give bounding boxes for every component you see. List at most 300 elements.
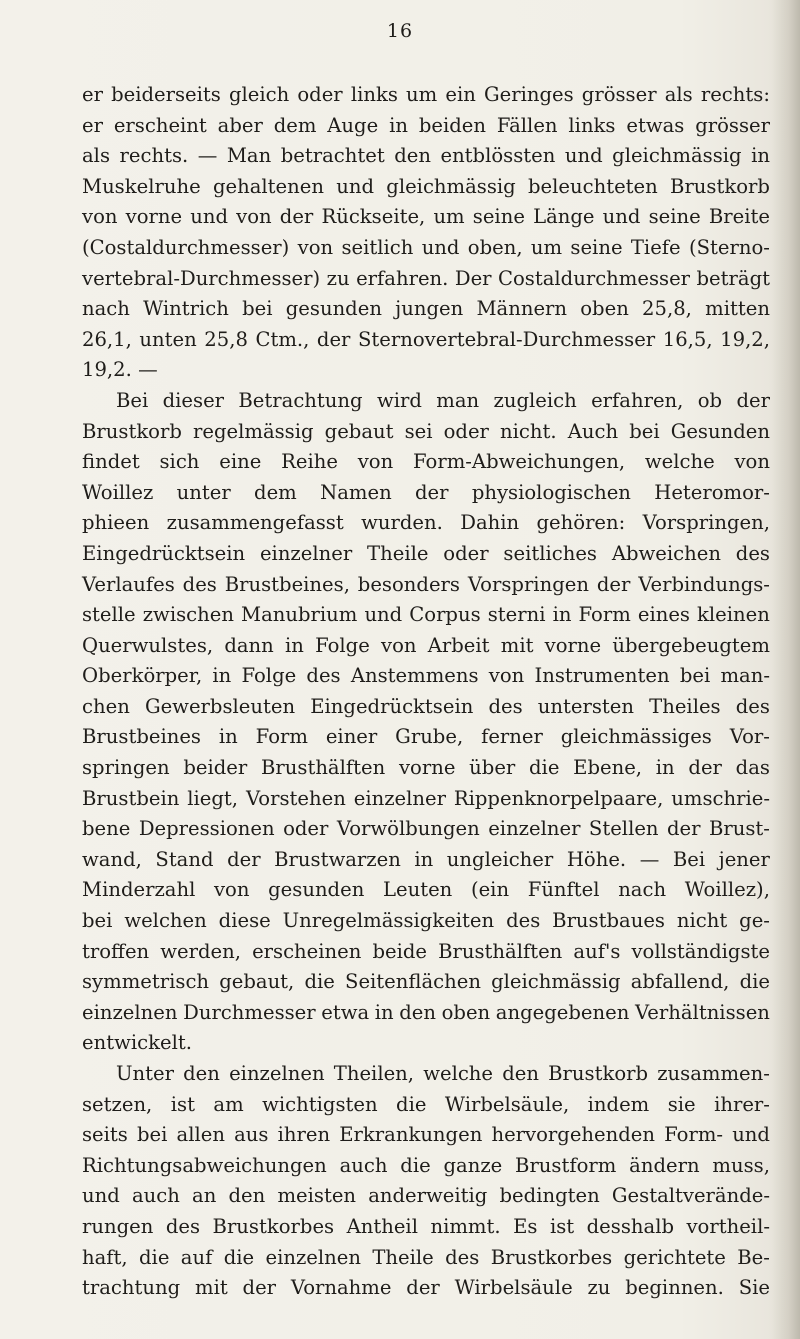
word: zu	[326, 266, 350, 290]
word: Brustbein	[82, 786, 180, 810]
word: auch	[339, 1153, 388, 1177]
word: Brustkorbes	[212, 1214, 335, 1238]
text-line	[82, 814, 770, 845]
word: sterni	[487, 603, 546, 627]
word: in	[285, 633, 304, 657]
word: die	[139, 1245, 170, 1269]
word: seine	[570, 235, 623, 259]
word: nicht.	[500, 419, 557, 443]
word: gesunden	[285, 297, 382, 321]
word: jener	[718, 847, 770, 871]
word: mit	[194, 1276, 228, 1300]
word: gebaut,	[219, 970, 295, 994]
word: dann	[224, 633, 274, 657]
text-line	[82, 722, 770, 753]
word: entblössten	[440, 144, 556, 168]
word: Vor-	[729, 725, 770, 749]
text-line	[82, 692, 770, 723]
word: 16,5,	[662, 327, 713, 351]
word: mitten	[705, 297, 770, 321]
word: wichtigsten	[262, 1092, 378, 1116]
word: anderweitig	[368, 1184, 488, 1208]
word: Woillez	[82, 480, 154, 504]
word: erfahren.	[356, 266, 449, 290]
word: trachtung	[82, 1276, 181, 1300]
word: die	[396, 1092, 427, 1116]
word: und	[421, 235, 460, 259]
word: betrachtet	[280, 144, 385, 168]
word: mit	[500, 633, 534, 657]
word: chen	[82, 694, 130, 718]
word: als	[664, 83, 693, 106]
word: Woillez),	[684, 878, 770, 902]
word: (Sterno-	[688, 235, 770, 259]
word: —	[197, 144, 218, 168]
word: der	[667, 817, 701, 841]
word: diese	[218, 909, 271, 933]
word: der	[415, 480, 449, 504]
word: aus	[234, 1123, 269, 1147]
word: Wirbelsäule	[454, 1276, 573, 1300]
text-line	[82, 80, 770, 111]
word: Der	[454, 266, 492, 290]
word: Eingedrücktsein	[82, 541, 246, 565]
word: in	[212, 664, 232, 688]
word: seine	[648, 205, 701, 229]
word: des	[165, 1214, 201, 1238]
word: physiologischen	[471, 480, 631, 504]
word: Verlaufes	[82, 572, 175, 596]
word: gleichmässiges	[560, 725, 712, 749]
word: um	[406, 83, 438, 106]
word: der	[406, 1276, 440, 1300]
text-line	[82, 1212, 770, 1243]
word: von	[357, 450, 394, 474]
word: findet	[82, 450, 140, 474]
word: er	[82, 83, 103, 106]
word: zu	[587, 1276, 611, 1300]
word: links	[350, 83, 398, 106]
word: des	[306, 664, 341, 688]
word: über	[469, 756, 516, 780]
word: Sternovertebral-Durchmesser	[357, 327, 656, 351]
text-line	[82, 1120, 770, 1151]
text-line	[82, 906, 770, 937]
word: Heteromor-	[654, 480, 770, 504]
word: Depressionen	[138, 817, 275, 841]
word: sich	[159, 450, 200, 474]
text-line	[82, 1151, 770, 1182]
word: grösser	[581, 83, 657, 106]
word: Stand	[155, 847, 214, 871]
word: und	[190, 205, 229, 229]
text-line	[82, 111, 770, 142]
text-line	[82, 294, 770, 325]
word: gerichtete	[623, 1245, 726, 1269]
word: Minderzahl	[82, 878, 196, 902]
word: seine	[472, 205, 525, 229]
word: Brusthälften	[261, 756, 386, 780]
word: des	[506, 909, 541, 933]
word: die	[223, 1245, 255, 1269]
text-line: 19,2. —	[82, 358, 158, 382]
word: Fünftel	[527, 878, 600, 902]
word: in	[218, 725, 238, 749]
word: die	[739, 970, 770, 994]
word: Sie	[738, 1276, 770, 1300]
word: wird	[376, 388, 422, 412]
text-line	[82, 967, 770, 998]
word: gleichmässig	[612, 144, 742, 168]
word: stelle	[82, 603, 136, 627]
word: bene	[82, 817, 131, 841]
word: beide	[372, 939, 427, 963]
word: der	[279, 205, 314, 229]
word: als	[82, 144, 111, 168]
word: gehören:	[536, 511, 626, 535]
word: Wintrich	[143, 297, 229, 321]
word: den	[502, 1062, 539, 1085]
word: Form-	[664, 1123, 724, 1147]
word: Auge	[327, 113, 379, 137]
word: Theilen,	[333, 1062, 415, 1085]
word: welche	[423, 1062, 494, 1085]
word: grösser	[695, 113, 770, 137]
word: phieen	[82, 511, 150, 535]
word: ihrer-	[714, 1092, 770, 1116]
word: Brustbeines	[82, 725, 201, 749]
word: zwischen	[142, 603, 234, 627]
word: Rippenknorpelpaare,	[453, 786, 664, 810]
word: oben,	[467, 235, 523, 259]
word: allen	[176, 1123, 225, 1147]
word: beiderseits	[111, 83, 221, 106]
word: seits	[82, 1123, 128, 1147]
word: Stellen	[588, 817, 659, 841]
text-line: entwickelt.	[82, 1031, 192, 1055]
word: oben	[580, 297, 629, 321]
word: bei	[629, 419, 660, 443]
word: eines	[637, 603, 690, 627]
word: Verhältnissen	[634, 1000, 770, 1024]
word: beleuchteten	[528, 174, 658, 198]
word: Arbeit	[427, 633, 490, 657]
word: Bei	[672, 847, 706, 871]
word: welche	[644, 450, 715, 474]
word: oder	[443, 541, 489, 565]
word: 26,1,	[82, 327, 132, 351]
word: Vorspringen,	[642, 511, 770, 535]
word: einzelnen	[229, 1062, 325, 1085]
text-line	[82, 1090, 770, 1121]
word: Anstemmens	[350, 664, 479, 688]
word: indem	[587, 1092, 650, 1116]
word: dem	[254, 480, 297, 504]
word: der	[227, 847, 261, 871]
word: einzelner	[488, 817, 581, 841]
word: um	[433, 205, 465, 229]
text-line	[82, 1059, 770, 1090]
word: des	[445, 1245, 480, 1269]
body-text	[82, 80, 770, 1304]
word: Unter	[116, 1062, 174, 1085]
word: abfallend,	[630, 970, 730, 994]
word: und	[732, 1123, 770, 1147]
text-line	[82, 845, 770, 876]
word: übergebeugtem	[612, 633, 770, 657]
word: Bei	[116, 388, 149, 412]
word: gehaltenen	[212, 174, 324, 198]
text-line	[82, 600, 770, 631]
word: sei	[404, 419, 433, 443]
word: Tiefe	[630, 235, 681, 259]
word: die	[304, 970, 335, 994]
word: nicht	[676, 909, 728, 933]
word: einzelnen	[265, 1245, 361, 1269]
text-line	[82, 172, 770, 203]
word: Brustbeines,	[224, 572, 350, 596]
word: unter	[176, 480, 231, 504]
word: Corpus	[409, 603, 481, 627]
word: Breite	[708, 205, 770, 229]
text-line	[82, 233, 770, 264]
word: beträgt	[696, 266, 770, 290]
word: Betrachtung	[238, 388, 363, 412]
word: vorne	[398, 756, 456, 780]
word: eine	[219, 450, 262, 474]
word: springen	[82, 756, 170, 780]
word: Man	[226, 144, 272, 168]
word: Brustkorbes	[490, 1245, 613, 1269]
word: oben	[441, 1000, 491, 1024]
word: links	[568, 113, 616, 137]
word: den	[183, 1062, 220, 1085]
text-line	[82, 875, 770, 906]
word: ist	[170, 1092, 195, 1116]
word: 25,8,	[642, 297, 692, 321]
word: kleinen	[697, 603, 770, 627]
word: erfahren,	[591, 388, 684, 412]
word: in	[414, 847, 434, 871]
word: des	[735, 694, 770, 718]
word: Form	[578, 603, 631, 627]
word: angegebenen	[495, 1000, 630, 1024]
text-line	[82, 784, 770, 815]
word: Vorwölbungen	[336, 817, 480, 841]
word: vortheil-	[686, 1214, 770, 1238]
word: Brustkorb	[82, 419, 182, 443]
word: etwas	[626, 113, 685, 137]
word: vollständigste	[631, 939, 770, 963]
word: gebaut	[324, 419, 394, 443]
word: zusammen-	[657, 1062, 770, 1085]
word: Seitenflächen	[345, 970, 481, 994]
word: ändern	[629, 1153, 700, 1177]
word: Brusthälften	[438, 939, 563, 963]
word: von	[236, 205, 272, 229]
word: Gestaltverände-	[611, 1184, 770, 1208]
word: Instrumenten	[534, 664, 670, 688]
word: aber	[217, 113, 263, 137]
word: Theile	[372, 1245, 434, 1269]
word: die	[400, 1153, 431, 1177]
text-line	[82, 141, 770, 172]
page-number: 16	[386, 20, 414, 42]
word: des	[182, 572, 217, 596]
word: der	[242, 1276, 277, 1300]
word: Fällen	[496, 113, 558, 137]
word: vorne	[544, 633, 602, 657]
word: gleichmässig	[386, 174, 516, 198]
word: Geringes	[483, 83, 574, 106]
word: Rückseite,	[321, 205, 426, 229]
word: bei	[242, 297, 273, 321]
word: Männern	[476, 297, 568, 321]
word: Form	[255, 725, 308, 749]
text-line	[82, 631, 770, 662]
word: troffen	[82, 939, 150, 963]
word: Länge	[533, 205, 595, 229]
word: vorne	[125, 205, 183, 229]
word: Be-	[737, 1245, 770, 1269]
word: ist	[549, 1214, 575, 1238]
word: Brustkorb	[670, 174, 770, 198]
word: auf	[180, 1245, 213, 1269]
word: und	[82, 1184, 120, 1208]
word: erscheint	[113, 113, 207, 137]
word: bei	[137, 1123, 168, 1147]
text-line	[82, 447, 770, 478]
word: symmetrisch	[82, 970, 210, 994]
word: Es	[513, 1214, 538, 1238]
word: auch	[131, 1184, 180, 1208]
word: ob	[697, 388, 723, 412]
word: von	[213, 878, 250, 902]
word: seitlich	[341, 235, 414, 259]
text-line	[82, 202, 770, 233]
word: nach	[82, 297, 130, 321]
word: Oberkörper,	[82, 664, 203, 688]
word: beider	[183, 756, 248, 780]
word: ganze	[443, 1153, 503, 1177]
word: Theiles	[649, 694, 721, 718]
word: (ein	[470, 878, 510, 902]
word: das	[735, 756, 770, 780]
word: des	[735, 541, 770, 565]
word: auf's	[573, 939, 621, 963]
word: bei	[82, 909, 113, 933]
word: Vornahme	[290, 1276, 392, 1300]
word: zusammengefasst	[166, 511, 344, 535]
word: sie	[667, 1092, 696, 1116]
word: Richtungsabweichungen	[82, 1153, 327, 1177]
word: von	[297, 235, 334, 259]
word: ge-	[739, 909, 770, 933]
word: von	[381, 633, 417, 657]
word: einzelnen	[82, 1000, 178, 1024]
word: dieser	[162, 388, 225, 412]
word: am	[213, 1092, 244, 1116]
word: Ebene,	[573, 756, 643, 780]
word: Muskelruhe	[82, 174, 201, 198]
word: und	[564, 144, 603, 168]
word: rechts.	[119, 144, 189, 168]
word: Querwulstes,	[82, 633, 214, 657]
word: Brustkorb	[548, 1062, 649, 1085]
text-line	[82, 1273, 770, 1304]
word: in	[374, 1000, 394, 1024]
word: Eingedrücktsein	[310, 694, 474, 718]
word: Gewerbsleuten	[144, 694, 296, 718]
word: er	[82, 113, 103, 137]
word: Auch	[567, 419, 619, 443]
word: um	[530, 235, 563, 259]
word: den	[399, 1000, 437, 1024]
word: ferner	[481, 725, 543, 749]
word: und	[336, 174, 375, 198]
word: Durchmesser	[183, 1000, 316, 1024]
word: rungen	[82, 1214, 154, 1238]
word: werden,	[160, 939, 241, 963]
word: Form-Abweichungen,	[413, 450, 626, 474]
text-line	[82, 508, 770, 539]
word: Gesunden	[670, 419, 770, 443]
word: der	[596, 572, 631, 596]
word: 25,8	[204, 327, 248, 351]
word: man-	[720, 664, 770, 688]
word: erscheinen	[252, 939, 362, 963]
text-line	[82, 478, 770, 509]
text-line	[82, 937, 770, 968]
word: unten	[139, 327, 197, 351]
word: dem	[273, 113, 317, 137]
word: an	[192, 1184, 217, 1208]
word: einer	[325, 725, 378, 749]
word: man	[436, 388, 480, 412]
word: setzen,	[82, 1092, 153, 1116]
word: der	[316, 327, 351, 351]
word: gleichmässig	[491, 970, 621, 994]
word: zugleich	[493, 388, 577, 412]
word: den	[394, 144, 431, 168]
word: Reihe	[281, 450, 338, 474]
word: nach	[618, 878, 667, 902]
word: den	[228, 1184, 266, 1208]
word: von	[734, 450, 770, 474]
word: Folge	[241, 664, 297, 688]
word: vertebral-Durchmesser)	[82, 266, 321, 290]
word: Erkrankungen	[339, 1123, 483, 1147]
word: besonders	[357, 572, 460, 596]
word: der	[736, 388, 770, 412]
word: einzelner	[353, 786, 446, 810]
word: haft,	[82, 1245, 128, 1269]
word: der	[688, 756, 722, 780]
word: wand,	[82, 847, 142, 871]
word: gesunden	[268, 878, 365, 902]
word: oder	[297, 83, 343, 106]
text-line	[82, 1243, 770, 1274]
word: Ctm.,	[255, 327, 310, 351]
text-line	[82, 661, 770, 692]
word: untersten	[537, 694, 635, 718]
word: Abweichen	[611, 541, 721, 565]
word: Costaldurchmesser	[498, 266, 691, 290]
text-line	[82, 264, 770, 295]
word: etwa	[321, 1000, 370, 1024]
text-line	[82, 539, 770, 570]
word: ein	[445, 83, 476, 106]
